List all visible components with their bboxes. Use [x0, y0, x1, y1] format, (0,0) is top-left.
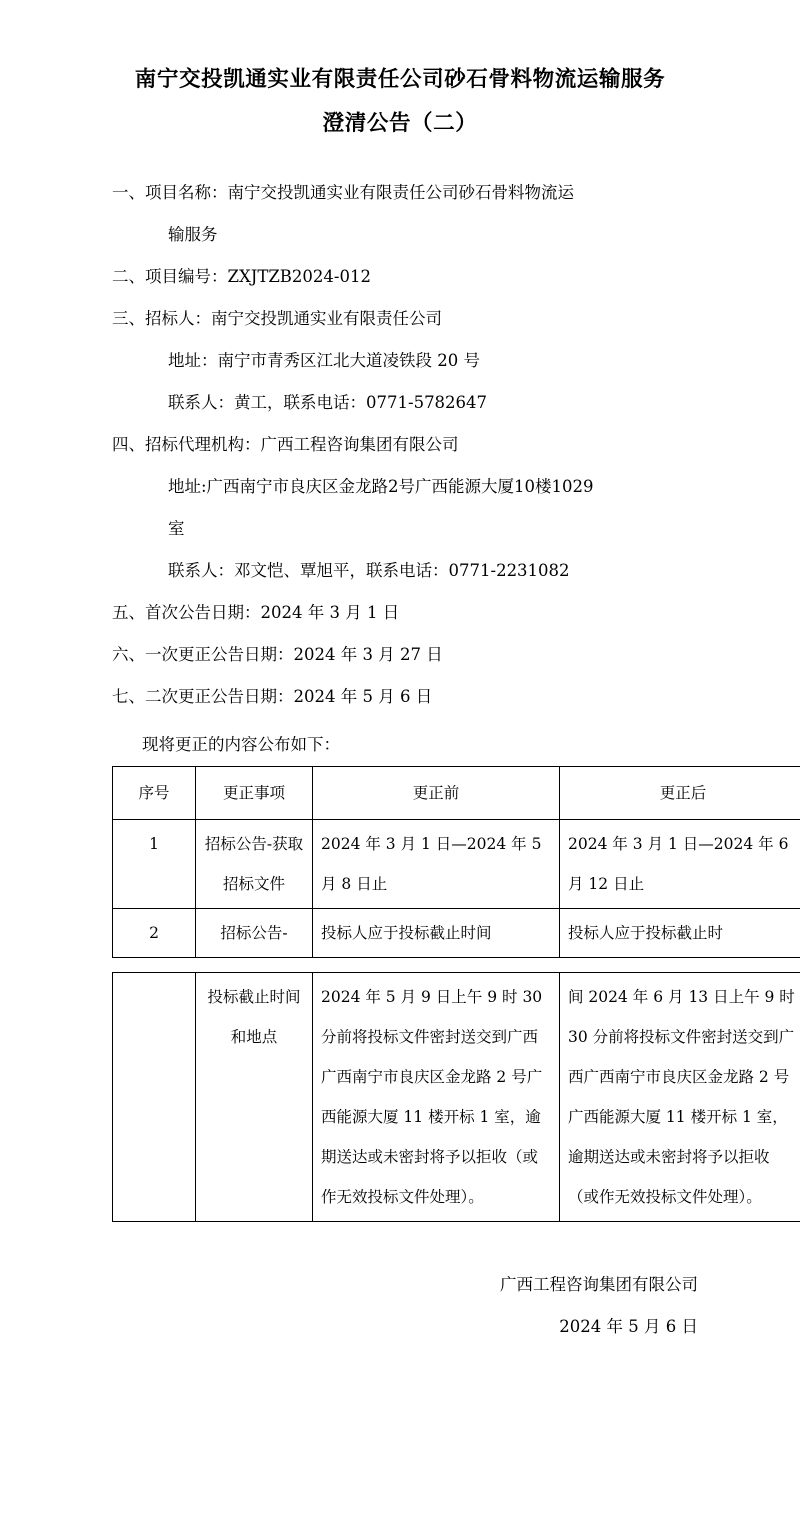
item-4-sub-2: 室 — [168, 519, 185, 538]
item-5-text: 2024 年 3 月 1 日 — [260, 603, 400, 622]
correction-table — [112, 766, 800, 958]
item-3-label: 三、招标人： — [112, 309, 211, 328]
item-1-label: 一、项目名称： — [112, 183, 228, 202]
row-2-after: 投标人应于投标截止时 — [560, 909, 800, 958]
row-3-num — [113, 973, 196, 1222]
lead-paragraph: 现将更正的内容公布如下： — [142, 735, 340, 754]
item-7-label: 七、二次更正公告日期： — [112, 687, 294, 706]
row-1-item: 招标公告-获取招标文件 — [196, 820, 313, 909]
item-1-text: 南宁交投凯通实业有限责任公司砂石骨料物流运 — [227, 183, 574, 202]
item-6-text: 2024 年 3 月 27 日 — [293, 645, 443, 664]
header-cell-item: 更正事项 — [196, 767, 313, 820]
correction-table-wrap — [0, 766, 800, 1222]
row-3-item: 投标截止时间和地点 — [196, 973, 313, 1222]
item-5-label: 五、首次公告日期： — [112, 603, 261, 622]
row-3-before: 2024 年 5 月 9 日上午 9 时 30 分前将投标文件密封送交到广西广西南宁市良庆区金龙路 2 号广西能源大厦 11 楼开标 1 室，逾期送达或未密封将予以拒收（或作无效投标文件处理）。 — [313, 973, 560, 1222]
document-footer — [0, 1264, 800, 1348]
item-7-text: 2024 年 5 月 6 日 — [293, 687, 433, 706]
item-4-sub-3: 联系人：邓文恺、覃旭平，联系电话：0771-2231082 — [168, 561, 570, 580]
row-3-after: 间 2024 年 6 月 13 日上午 9 时 30 分前将投标文件密封送交到广西广西南宁市良庆区金龙路 2 号广西能源大厦 11 楼开标 1 室，逾期送达或未密封将予以拒收（或作无效投标文件处理）。 — [560, 973, 800, 1222]
table-row — [113, 909, 800, 958]
page-title — [0, 58, 800, 146]
item-3-sub-1: 地址：南宁市青秀区江北大道凌铁段 20 号 — [168, 351, 480, 370]
row-2-before: 投标人应于投标截止时间 — [313, 909, 560, 958]
footer-org: 广西工程咨询集团有限公司 — [500, 1275, 698, 1294]
row-2-num: 2 — [113, 909, 196, 958]
row-2-item: 招标公告- — [196, 909, 313, 958]
list-item-7 — [112, 676, 682, 718]
row-1-num: 1 — [113, 820, 196, 909]
header-cell-num: 序号 — [113, 767, 196, 820]
document-body — [0, 172, 800, 766]
item-6-label: 六、一次更正公告日期： — [112, 645, 294, 664]
item-4-text: 广西工程咨询集团有限公司 — [260, 435, 459, 454]
list-item-3 — [112, 298, 682, 340]
table-row — [113, 973, 800, 1222]
item-3-sub-2: 联系人：黄工，联系电话：0771-5782647 — [168, 393, 488, 412]
list-item-6 — [112, 634, 682, 676]
item-4-label: 四、招标代理机构： — [112, 435, 261, 454]
title-line-1: 南宁交投凯通实业有限责任公司砂石骨料物流运输服务 — [134, 67, 666, 92]
list-item-5 — [112, 592, 682, 634]
footer-date: 2024 年 5 月 6 日 — [559, 1317, 698, 1336]
item-2-label: 二、项目编号： — [112, 267, 228, 286]
title-line-2: 澄清公告（二） — [322, 111, 478, 136]
item-2-text: ZXJTZB2024-012 — [227, 267, 371, 286]
table-row — [113, 820, 800, 909]
row-1-after: 2024 年 3 月 1 日—2024 年 6 月 12 日止 — [560, 820, 800, 909]
table-header-row — [113, 767, 800, 820]
header-cell-before: 更正前 — [313, 767, 560, 820]
list-item-1 — [112, 172, 682, 214]
row-1-before: 2024 年 3 月 1 日—2024 年 5 月 8 日止 — [313, 820, 560, 909]
item-4-sub-1: 地址:广西南宁市良庆区金龙路2号广西能源大厦10楼1029 — [168, 477, 594, 496]
list-item-2 — [112, 256, 682, 298]
item-3-text: 南宁交投凯通实业有限责任公司 — [211, 309, 442, 328]
list-item-4 — [112, 424, 682, 466]
correction-table-continued — [112, 972, 800, 1222]
header-cell-after: 更正后 — [560, 767, 800, 820]
item-1-continuation: 输服务 — [168, 225, 218, 244]
